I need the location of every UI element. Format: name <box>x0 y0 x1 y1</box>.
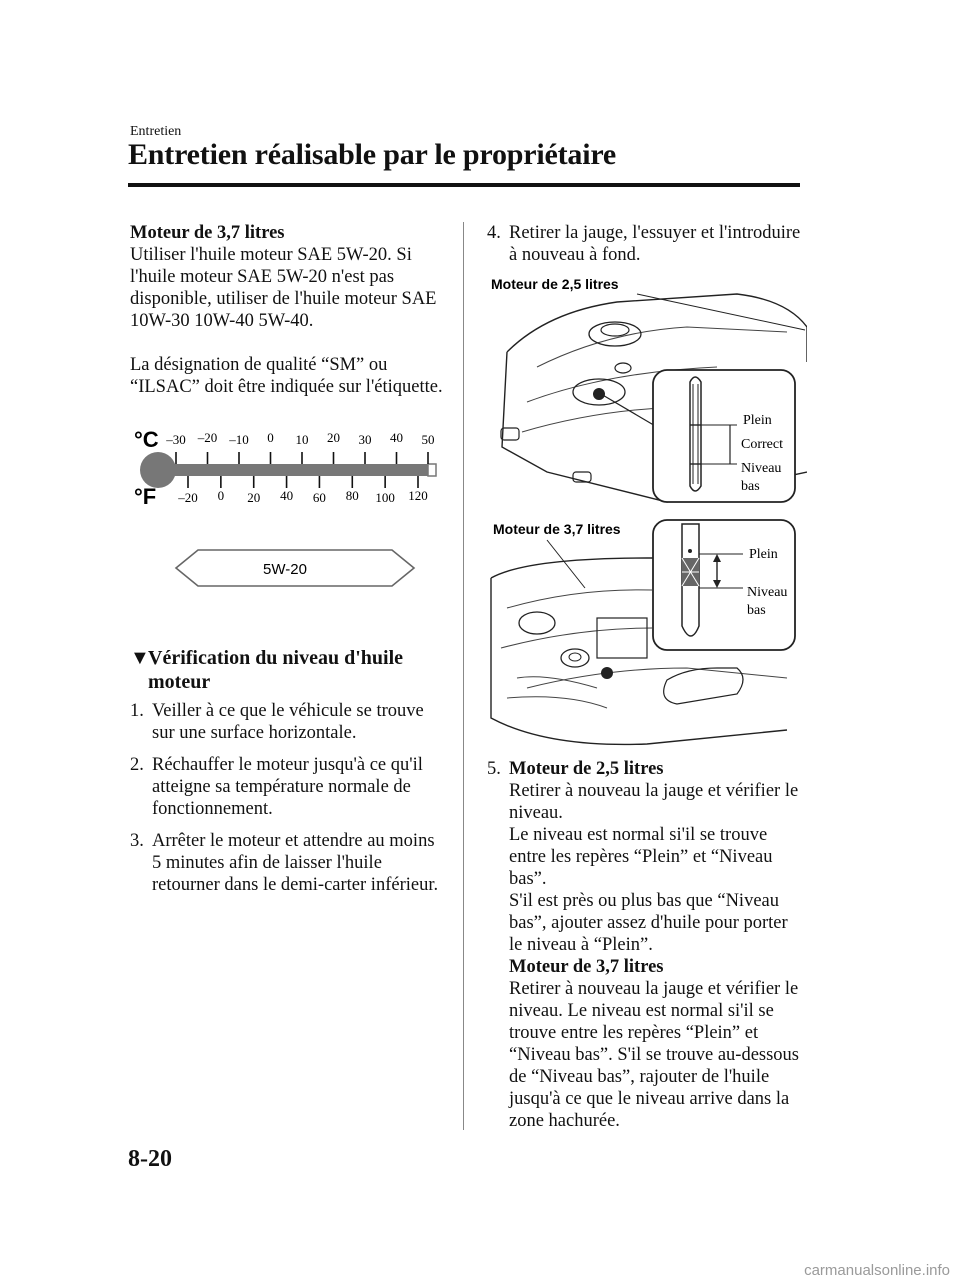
temperature-chart <box>128 420 448 615</box>
step-line: entre les repères “Plein” et “Niveau <box>509 847 773 867</box>
fahrenheit-tick-label: 0 <box>217 488 225 503</box>
step-line: Retirer à nouveau la jauge et vérifier le <box>509 781 799 801</box>
page-number: 8-20 <box>128 1146 172 1172</box>
engine37-line: Utiliser l'huile moteur SAE 5W-20. Si <box>130 245 412 265</box>
step-line: Retirer la jauge, l'essuyer et l'introduire <box>509 223 801 243</box>
steps-list <box>130 700 450 896</box>
label-bas: bas <box>747 603 766 618</box>
label-niveau: Niveau <box>747 585 788 600</box>
step-line: le niveau à “Plein”. <box>509 935 653 955</box>
grade-label: 5W-20 <box>263 561 307 578</box>
section-heading-line: moteur <box>148 671 211 693</box>
column-divider <box>463 222 464 1130</box>
step-line: à nouveau à fond. <box>509 245 641 265</box>
section-label: Entretien <box>130 124 182 139</box>
fahrenheit-unit: °F <box>134 484 157 509</box>
step-number: 4. <box>487 223 501 243</box>
fahrenheit-tick-label: –20 <box>178 490 198 505</box>
label-plein: Plein <box>743 413 772 428</box>
fahrenheit-tick-label: 120 <box>408 488 428 503</box>
engine37-title: Moteur de 3,7 litres <box>130 223 285 243</box>
fahrenheit-tick-label: 80 <box>345 488 359 503</box>
step-item <box>130 830 450 896</box>
step-line: bas”. <box>509 869 547 889</box>
step5-title: Moteur de 3,7 litres <box>509 957 664 977</box>
label-plein: Plein <box>749 547 778 562</box>
engine37-line: disponible, utiliser de l'huile moteur SAE <box>130 289 437 309</box>
fahrenheit-tick-label: 20 <box>247 490 261 505</box>
fahrenheit-tick-label: 100 <box>375 490 395 505</box>
step-line: Réchauffer le moteur jusqu'à ce qu'il <box>152 755 423 775</box>
dipstick-inset <box>653 370 795 502</box>
step-line: retourner dans le demi-carter inférieur. <box>152 875 439 895</box>
step-line: jusqu'à ce que le niveau arrive dans la <box>509 1089 790 1109</box>
celsius-tick-label: 40 <box>390 430 403 445</box>
celsius-tick-label: 20 <box>327 430 340 445</box>
watermark: carmanualsonline.info <box>804 1262 950 1279</box>
label-niveau: Niveau <box>741 461 782 476</box>
step-number: 5. <box>487 759 501 779</box>
step-line: Retirer à nouveau la jauge et vérifier le <box>509 979 799 999</box>
step-number: 2. <box>130 755 144 775</box>
engine-37-illustration <box>487 518 807 748</box>
section-heading <box>130 646 450 694</box>
step-line: Veiller à ce que le véhicule se trouve <box>152 701 424 721</box>
label-correct: Correct <box>741 437 783 452</box>
step-line: Le niveau est normal si'il se trouve <box>509 825 768 845</box>
step-line: trouve entre les repères “Plein” et <box>509 1023 759 1043</box>
step5-title: Moteur de 2,5 litres <box>509 759 664 779</box>
engine37-line: 10W-30 10W-40 5W-40. <box>130 311 314 331</box>
page-title: Entretien réalisable par le propriétaire <box>128 138 617 171</box>
quality-line: La désignation de qualité “SM” ou <box>130 355 388 375</box>
step-item <box>130 754 450 820</box>
step-line: niveau. Le niveau est normal si'il se <box>509 1001 774 1021</box>
celsius-unit: °C <box>134 427 159 452</box>
dipstick-icon <box>690 377 701 491</box>
step-line: niveau. <box>509 803 563 823</box>
quality-line: “ILSAC” doit être indiquée sur l'étiquette. <box>130 377 443 397</box>
step-number: 3. <box>130 831 144 851</box>
step-line: 5 minutes afin de laisser l'huile <box>152 853 382 873</box>
celsius-tick-label: –10 <box>229 432 249 447</box>
triangle-bullet-icon: ▼ <box>130 647 150 669</box>
label-bas: bas <box>741 479 760 494</box>
step-number: 1. <box>130 701 144 721</box>
fahrenheit-tick-label: 40 <box>280 488 294 503</box>
step-line: S'il est près ou plus bas que “Niveau <box>509 891 779 911</box>
engine37-line: l'huile moteur SAE 5W-20 n'est pas <box>130 267 395 287</box>
title-divider <box>128 183 800 187</box>
left-column <box>130 222 445 398</box>
step-line: atteigne sa température normale de <box>152 777 411 797</box>
step-line: fonctionnement. <box>152 799 273 819</box>
figure-label: Moteur de 2,5 litres <box>491 276 619 292</box>
section-heading-line: Vérification du niveau d'huile <box>148 647 404 669</box>
thermometer-tube <box>158 464 436 476</box>
step-line: “Niveau bas”. S'il se trouve au-dessous <box>509 1045 800 1065</box>
fahrenheit-tick-label: 60 <box>312 490 326 505</box>
celsius-tick-label: 0 <box>267 430 274 445</box>
step-5 <box>487 758 807 1132</box>
step-line: de “Niveau bas”, rajouter de l'huile <box>509 1067 770 1087</box>
step-line: Arrêter le moteur et attendre au moins <box>152 831 435 851</box>
figure-label: Moteur de 3,7 litres <box>493 521 621 537</box>
step-item <box>130 700 450 744</box>
step-4 <box>487 222 807 266</box>
celsius-tick-label: –20 <box>197 430 218 445</box>
engine-25-illustration <box>487 272 807 512</box>
celsius-tick-label: 10 <box>295 432 309 447</box>
step-line: bas”, ajouter assez d'huile pour porter <box>509 913 788 933</box>
celsius-tick-label: 30 <box>358 432 372 447</box>
celsius-tick-label: 50 <box>421 432 435 447</box>
celsius-tick-label: –30 <box>166 432 186 447</box>
step-line: zone hachurée. <box>509 1111 620 1131</box>
step-line: sur une surface horizontale. <box>152 723 357 743</box>
